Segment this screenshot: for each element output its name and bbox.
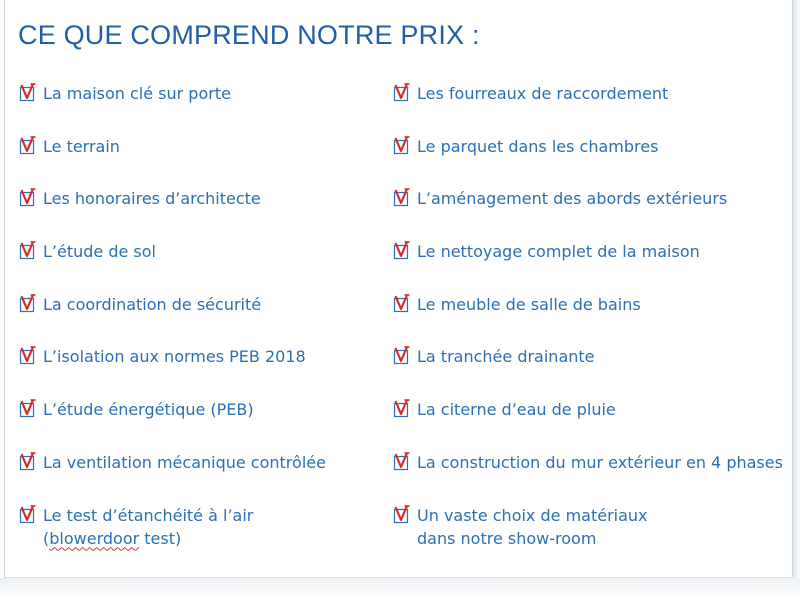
list-item — [392, 451, 782, 504]
item-label-line-2: dans notre show-room — [417, 528, 597, 548]
item-label-line-1: Le test d’étanchéité à l’air — [43, 505, 254, 525]
paren-close: test) — [139, 528, 182, 548]
item-label: L’isolation aux normes PEB 2018 — [43, 347, 306, 367]
checkbox-v-icon — [18, 452, 39, 471]
list-item — [392, 293, 782, 346]
list-item — [18, 240, 378, 293]
checkbox-v-icon — [392, 136, 413, 155]
checkbox-v-icon — [392, 399, 413, 418]
item-label: La tranchée drainante — [417, 347, 595, 367]
list-item — [392, 398, 782, 451]
checkbox-v-icon — [392, 294, 413, 313]
item-label: La coordination de sécurité — [43, 294, 262, 314]
paren-open: ( — [43, 528, 50, 548]
item-label: Les honoraires d’architecte — [43, 189, 261, 209]
frame-shadow-right — [793, 0, 800, 600]
checkbox-v-icon — [18, 346, 39, 365]
checkbox-v-icon — [392, 505, 413, 524]
item-label: Le meuble de salle de bains — [417, 294, 641, 314]
checkbox-v-icon — [18, 241, 39, 260]
checkbox-v-icon — [18, 188, 39, 207]
item-label: La ventilation mécanique contrôlée — [43, 452, 326, 472]
list-item — [18, 293, 378, 346]
item-label: Le terrain — [43, 136, 120, 156]
checkbox-v-icon — [18, 399, 39, 418]
checkbox-v-icon — [392, 83, 413, 102]
item-label: Le parquet dans les chambres — [417, 136, 659, 156]
checkbox-v-icon — [392, 241, 413, 260]
list-item — [392, 240, 782, 293]
checkbox-v-icon — [18, 505, 39, 524]
checkbox-v-icon — [18, 294, 39, 313]
item-label — [417, 504, 648, 550]
item-label — [43, 504, 253, 550]
item-label: La citerne d’eau de pluie — [417, 400, 616, 420]
included-list-right — [392, 82, 782, 556]
item-label-line-1: Un vaste choix de matériaux — [417, 505, 648, 525]
list-item — [18, 345, 378, 398]
list-item — [392, 345, 782, 398]
list-item — [18, 504, 378, 557]
spellcheck-word: blowerdoor — [49, 528, 140, 548]
list-item — [18, 451, 378, 504]
checkbox-v-icon — [18, 83, 39, 102]
list-item — [392, 187, 782, 240]
checkbox-v-icon — [392, 346, 413, 365]
item-label: Le nettoyage complet de la maison — [417, 242, 700, 262]
list-item — [392, 135, 782, 188]
item-label: L’étude énergétique (PEB) — [43, 400, 254, 420]
checkbox-v-icon — [18, 136, 39, 155]
list-item — [18, 398, 378, 451]
checkbox-v-icon — [392, 452, 413, 471]
item-label: La construction du mur extérieur en 4 phases — [417, 452, 783, 472]
checkbox-v-icon — [392, 188, 413, 207]
list-item — [392, 82, 782, 135]
included-list-left — [18, 82, 378, 556]
list-item — [18, 135, 378, 188]
list-item — [18, 187, 378, 240]
item-label: La maison clé sur porte — [43, 84, 231, 103]
item-label-line-2 — [43, 527, 253, 550]
item-label: L’aménagement des abords extérieurs — [417, 189, 728, 209]
page-title: CE QUE COMPREND NOTRE PRIX : — [18, 20, 480, 50]
item-label: L’étude de sol — [43, 242, 156, 262]
list-item — [18, 82, 378, 135]
list-item — [392, 504, 782, 557]
frame-shadow-bottom — [0, 578, 800, 600]
item-label: Les fourreaux de raccordement — [417, 84, 669, 103]
